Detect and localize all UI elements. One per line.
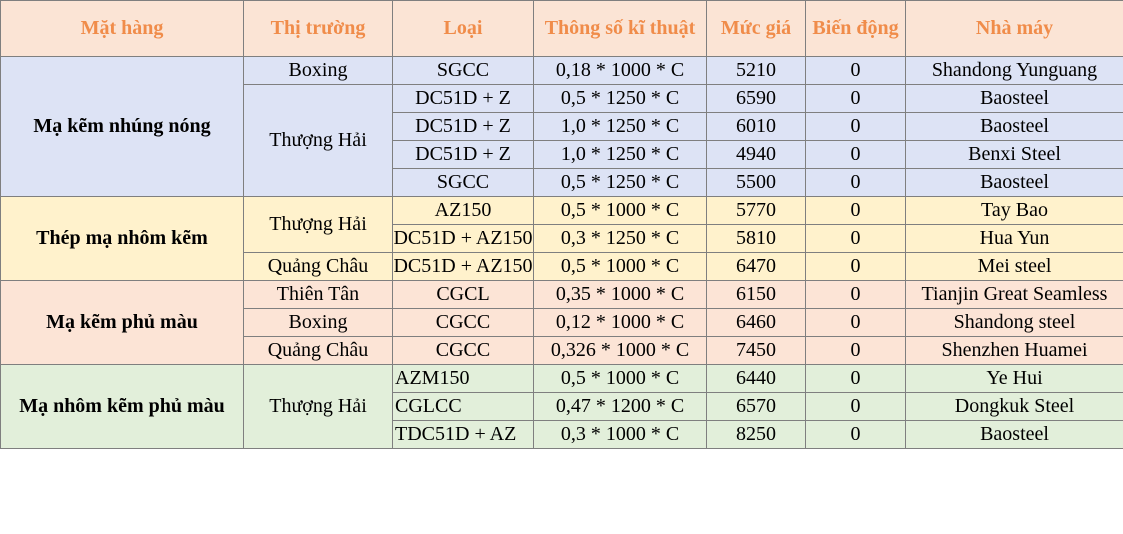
factory-cell: Tay Bao [906,197,1123,225]
type-cell: CGLCC [393,393,534,421]
header-market: Thị trường [244,1,393,57]
price-cell: 6460 [707,309,806,337]
price-cell: 6440 [707,365,806,393]
spec-cell: 0,5 * 1000 * C [534,253,707,281]
market-cell: Quảng Châu [244,337,393,365]
price-cell: 5500 [707,169,806,197]
factory-cell: Baosteel [906,113,1123,141]
factory-cell: Tianjin Great Seamless [906,281,1123,309]
header-type: Loại [393,1,534,57]
type-cell: DC51D + Z [393,85,534,113]
header-change: Biến động [806,1,906,57]
change-cell: 0 [806,253,906,281]
price-cell: 6470 [707,253,806,281]
spec-cell: 0,5 * 1250 * C [534,85,707,113]
factory-cell: Mei steel [906,253,1123,281]
table-row [1,197,1123,225]
market-cell: Boxing [244,57,393,85]
factory-cell: Shenzhen Huamei [906,337,1123,365]
spec-cell: 0,47 * 1200 * C [534,393,707,421]
type-cell: SGCC [393,169,534,197]
type-cell: TDC51D + AZ [393,421,534,449]
change-cell: 0 [806,141,906,169]
type-cell: CGCC [393,309,534,337]
factory-cell: Ye Hui [906,365,1123,393]
market-cell: Thiên Tân [244,281,393,309]
change-cell: 0 [806,197,906,225]
price-cell: 4940 [707,141,806,169]
spec-cell: 0,5 * 1000 * C [534,197,707,225]
change-cell: 0 [806,337,906,365]
type-cell: AZM150 [393,365,534,393]
price-cell: 8250 [707,421,806,449]
header-spec: Thông số kĩ thuật [534,1,707,57]
header-row [1,1,1123,57]
price-cell: 6150 [707,281,806,309]
change-cell: 0 [806,57,906,85]
price-cell: 5810 [707,225,806,253]
spec-cell: 1,0 * 1250 * C [534,141,707,169]
change-cell: 0 [806,169,906,197]
spec-cell: 0,12 * 1000 * C [534,309,707,337]
price-cell: 6570 [707,393,806,421]
header-product: Mặt hàng [1,1,244,57]
type-cell: AZ150 [393,197,534,225]
market-cell: Boxing [244,309,393,337]
type-cell: CGCC [393,337,534,365]
spec-cell: 0,35 * 1000 * C [534,281,707,309]
spec-cell: 1,0 * 1250 * C [534,113,707,141]
spec-cell: 0,5 * 1250 * C [534,169,707,197]
spec-cell: 0,3 * 1000 * C [534,421,707,449]
product-cell: Mạ nhôm kẽm phủ màu [1,365,244,449]
change-cell: 0 [806,309,906,337]
spec-cell: 0,3 * 1250 * C [534,225,707,253]
price-cell: 6010 [707,113,806,141]
type-cell: DC51D + AZ150 [393,253,534,281]
change-cell: 0 [806,421,906,449]
type-cell: DC51D + Z [393,113,534,141]
change-cell: 0 [806,393,906,421]
table-row [1,365,1123,393]
factory-cell: Baosteel [906,169,1123,197]
change-cell: 0 [806,225,906,253]
factory-cell: Hua Yun [906,225,1123,253]
price-cell: 6590 [707,85,806,113]
market-cell: Thượng Hải [244,365,393,449]
product-cell: Thép mạ nhôm kẽm [1,197,244,281]
change-cell: 0 [806,85,906,113]
spec-cell: 0,18 * 1000 * C [534,57,707,85]
factory-cell: Shandong steel [906,309,1123,337]
market-cell: Thượng Hải [244,197,393,253]
market-cell: Quảng Châu [244,253,393,281]
change-cell: 0 [806,113,906,141]
table-row [1,57,1123,85]
type-cell: DC51D + Z [393,141,534,169]
spec-cell: 0,5 * 1000 * C [534,365,707,393]
factory-cell: Dongkuk Steel [906,393,1123,421]
product-cell: Mạ kẽm phủ màu [1,281,244,365]
change-cell: 0 [806,281,906,309]
product-cell: Mạ kẽm nhúng nóng [1,57,244,197]
market-cell: Thượng Hải [244,85,393,197]
type-cell: SGCC [393,57,534,85]
header-factory: Nhà máy [906,1,1123,57]
type-cell: DC51D + AZ150 [393,225,534,253]
change-cell: 0 [806,365,906,393]
factory-cell: Baosteel [906,421,1123,449]
price-cell: 7450 [707,337,806,365]
type-cell: CGCL [393,281,534,309]
price-cell: 5770 [707,197,806,225]
price-cell: 5210 [707,57,806,85]
factory-cell: Benxi Steel [906,141,1123,169]
spec-cell: 0,326 * 1000 * C [534,337,707,365]
header-price: Mức giá [707,1,806,57]
factory-cell: Baosteel [906,85,1123,113]
factory-cell: Shandong Yunguang [906,57,1123,85]
